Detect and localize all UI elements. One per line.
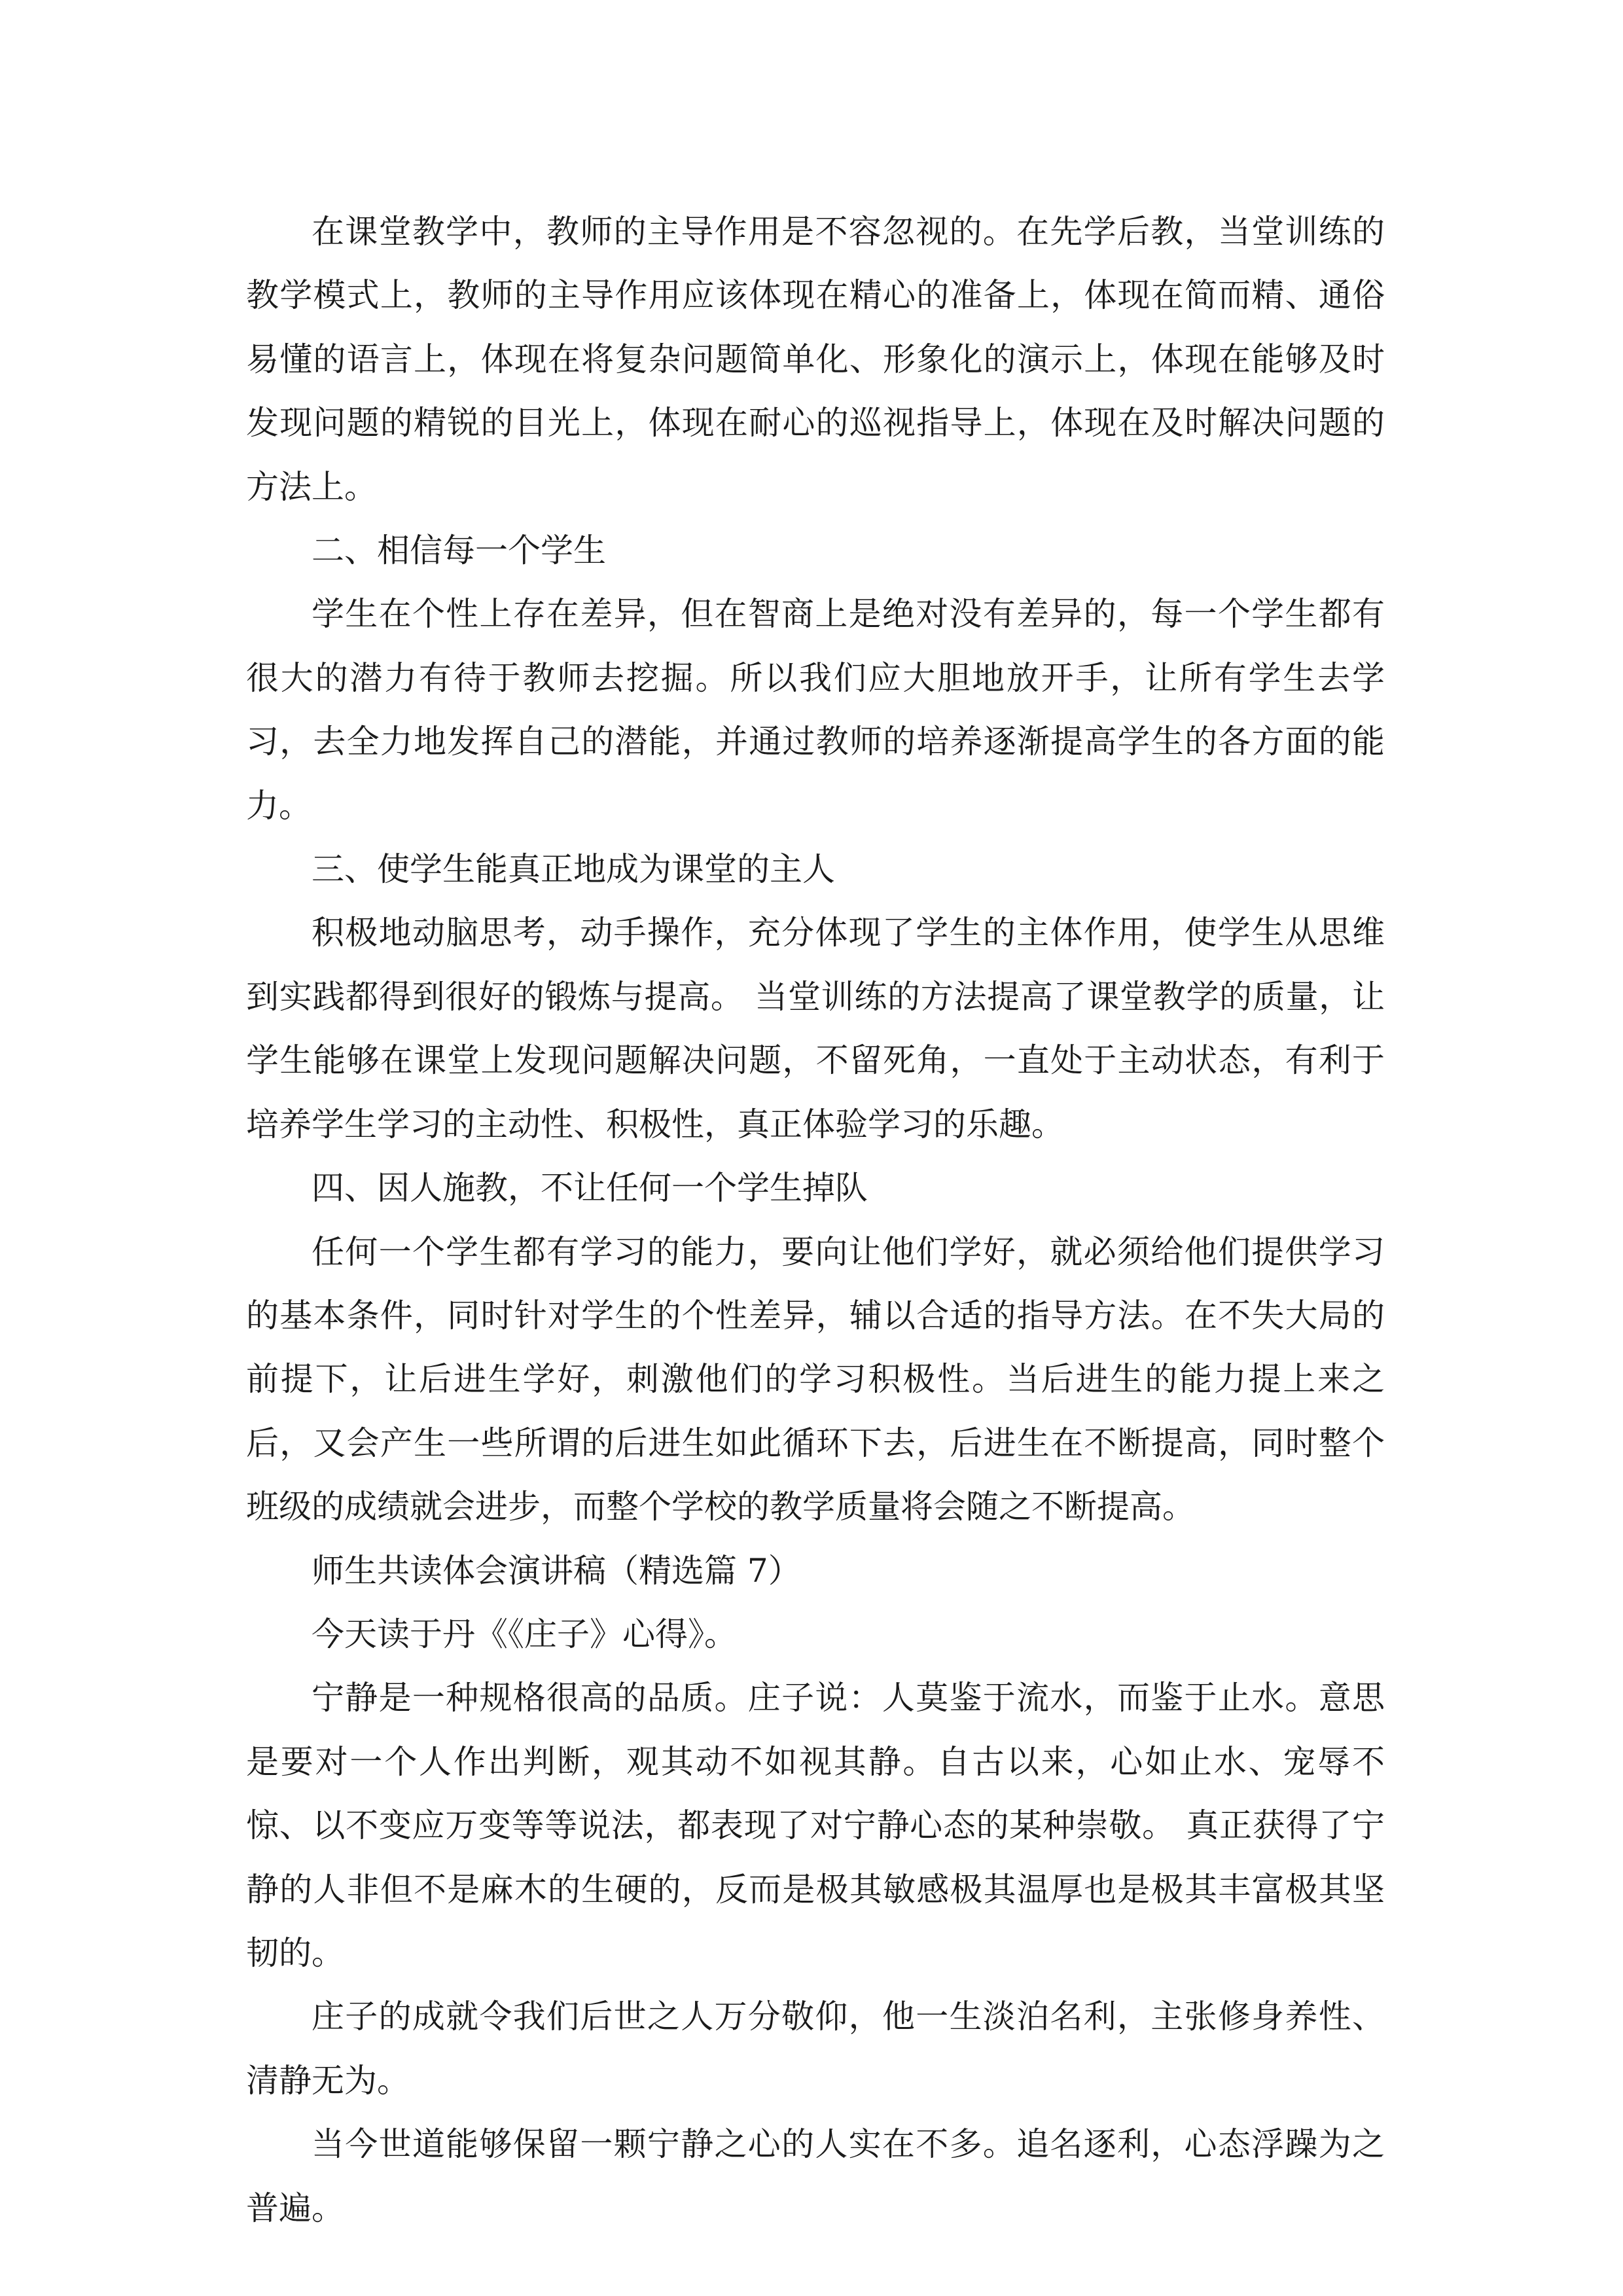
paragraph-modern-world: 当今世道能够保留一颗宁静之心的人实在不多。追名逐利，心态浮躁为之普遍。 [246, 2125, 1385, 2227]
paragraph-reading-yudan: 今天读于丹《《庄子》心得》。 [312, 1615, 737, 1653]
paragraph-student-potential: 学生在个性上存在差异，但在智商上是绝对没有差异的，每一个学生都有很大的潜力有待于教师去挖掘。所以我们应大胆地放开手，让所有学生去学习，去全力地发挥自己的潜能，并通过教师的培养逐渐提高学生的各方面的能力。 [246, 595, 1385, 825]
paragraph-no-student-left-behind: 任何一个学生都有学习的能力，要向让他们学好，就必须给他们提供学习的基本条件，同时针对学生的个性差异，辅以合适的指导方法。在不失大局的前提下，让后进生学好，刺激他们的学习积极性。当后进生的能力提上来之后，又会产生一些所谓的后进生如此循环下去，后进生在不断提高，同时整个班级的成绩就会进步，而整个学校的教学质量将会随之不断提高。 [246, 1232, 1385, 1526]
heading-students-as-masters: 三、使学生能真正地成为课堂的主人 [312, 850, 835, 889]
paragraph-active-thinking: 积极地动脑思考，动手操作，充分体现了学生的主体作用，使学生从思维到实践都得到很好的锻炼与提高。 当堂训练的方法提高了课堂教学的质量，让学生能够在课堂上发现问题解决问题，不留死角，一直处于主动状态，有利于培养学生学习的主动性、积极性，真正体验学习的乐趣。 [246, 914, 1385, 1143]
heading-trust-every-student: 二、相信每一个学生 [312, 531, 606, 570]
document-page [246, 200, 1385, 2240]
heading-selected-article-7: 师生共读体会演讲稿（精选篇 7） [312, 1551, 801, 1590]
paragraph-tranquility: 宁静是一种规格很高的品质。庄子说：人莫鉴于流水，而鉴于止水。意思是要对一个人作出判断，观其动不如视其静。自古以来，心如止水、宠辱不惊、以不变应万变等等说法，都表现了对宁静心态的某种崇敬。 真正获得了宁静的人非但不是麻木的生硬的，反而是极其敏感极其温厚也是极其丰富极其坚韧的。 [246, 1679, 1385, 1972]
heading-individualized-teaching: 四、因人施教，不让任何一个学生掉队 [312, 1169, 868, 1208]
paragraph-teacher-role: 在课堂教学中，教师的主导作用是不容忽视的。在先学后教，当堂训练的教学模式上，教师的主导作用应该体现在精心的准备上，体现在简而精、通俗易懂的语言上，体现在将复杂问题简单化、形象化的演示上，体现在能够及时发现问题的精锐的目光上，体现在耐心的巡视指导上，体现在及时解决问题的方法上。 [246, 213, 1385, 506]
paragraph-zhuangzi-achievement: 庄子的成就令我们后世之人万分敬仰，他一生淡泊名利，主张修身养性、清静无为。 [246, 1998, 1385, 2100]
